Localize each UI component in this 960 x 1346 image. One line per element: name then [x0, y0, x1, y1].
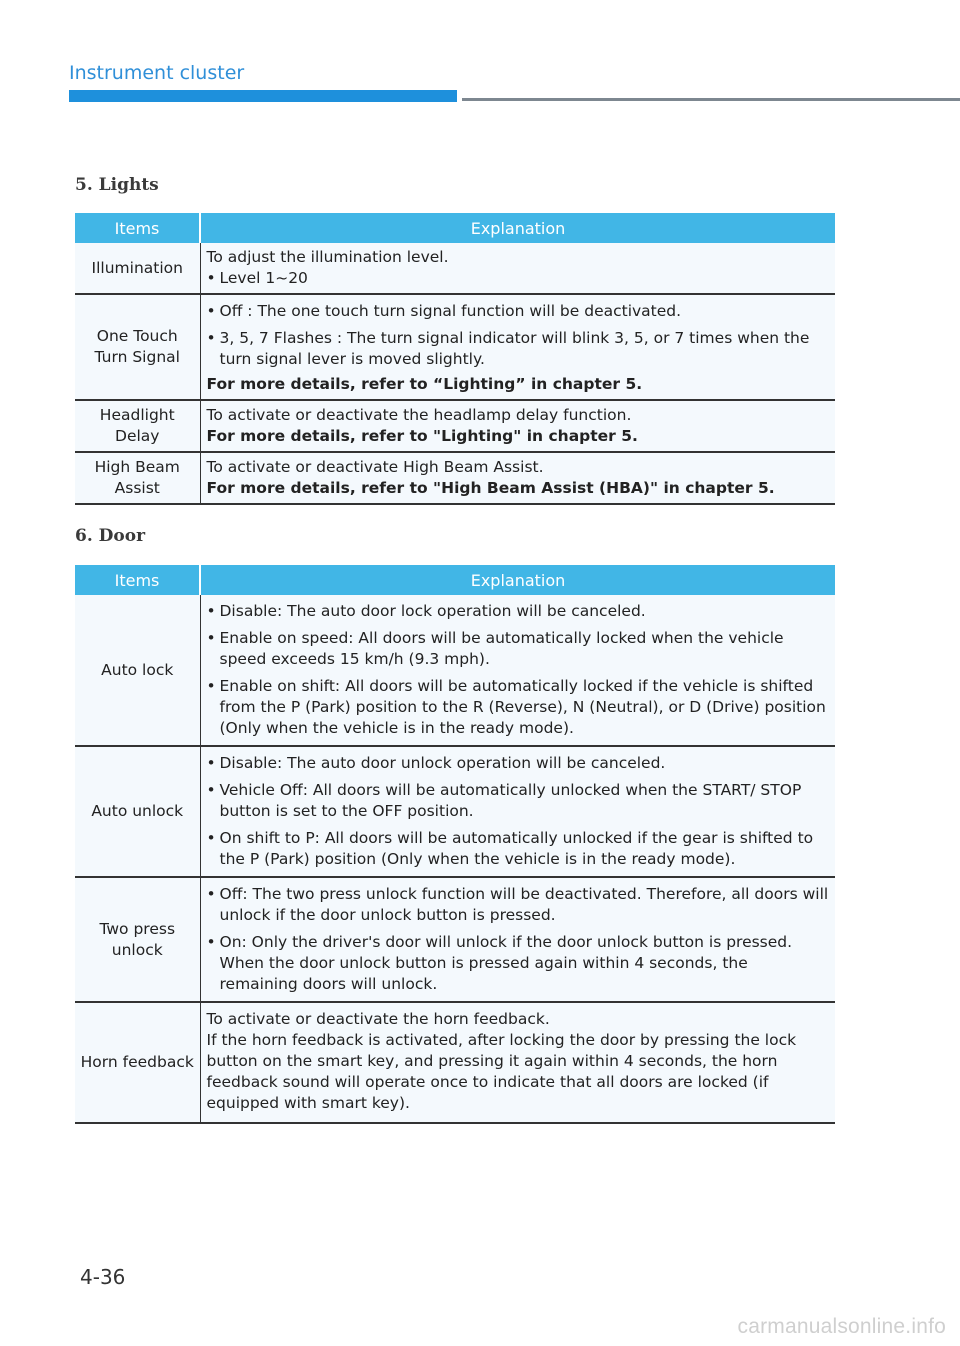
table-row	[75, 452, 835, 504]
explanation-cell	[200, 1002, 835, 1123]
item-cell: Auto lock	[75, 595, 200, 746]
explanation-text: To adjust the illumination level.	[206, 248, 449, 266]
watermark: carmanualsonline.info	[737, 1315, 946, 1338]
list-item: • Vehicle Off: All doors will be automatically unlocked when the START/ STOP button is set to the OFF position.	[207, 780, 830, 822]
header-bar-rule	[462, 98, 960, 101]
explanation-text: If the horn feedback is activated, after locking the door by pressing the lock button on the smart key, and pressing it again within 4 seconds, the horn feedback sound will operate once to indicate that all doors are locked (if equipped with smart key).	[206, 1031, 797, 1112]
section-title-door: 6. Door	[75, 526, 146, 546]
explanation-cell	[200, 746, 835, 877]
explanation-text: To activate or deactivate the horn feedback.	[206, 1010, 550, 1028]
table-row	[75, 400, 835, 452]
list-item: • Off : The one touch turn signal function will be deactivated.	[207, 301, 830, 322]
column-header-items: Items	[75, 565, 200, 595]
reference-text: For more details, refer to "Lighting" in chapter 5.	[206, 427, 638, 445]
list-item: • Level 1~20	[207, 268, 830, 289]
table-row	[75, 294, 835, 400]
explanation-cell	[200, 400, 835, 452]
list-item: • Enable on shift: All doors will be automatically locked if the vehicle is shifted from the P (Park) position to the R (Reverse), N (Neutral), or D (Drive) position (Only when the vehicle is in the ready mode).	[207, 676, 830, 739]
column-header-explanation: Explanation	[200, 565, 835, 595]
column-header-explanation: Explanation	[200, 213, 835, 243]
explanation-text: To activate or deactivate High Beam Assist.	[206, 458, 544, 476]
header-bar-accent	[69, 90, 457, 102]
explanation-text: To activate or deactivate the headlamp delay function.	[206, 406, 632, 424]
table-row	[75, 243, 835, 294]
explanation-cell	[200, 294, 835, 400]
explanation-cell	[200, 452, 835, 504]
item-cell: Horn feedback	[75, 1002, 200, 1123]
table-row	[75, 877, 835, 1002]
list-item: • Off: The two press unlock function will be deactivated. Therefore, all doors will unlock if the door unlock button is pressed.	[207, 884, 830, 926]
explanation-cell	[200, 877, 835, 1002]
bullet-list	[207, 601, 830, 739]
list-item: • Disable: The auto door lock operation will be canceled.	[207, 601, 830, 622]
chapter-title: Instrument cluster	[69, 62, 245, 84]
bullet-list	[207, 753, 830, 870]
table-header-row	[75, 565, 835, 595]
reference-text: For more details, refer to “Lighting” in chapter 5.	[206, 375, 643, 393]
bullet-list	[207, 301, 830, 370]
explanation-cell	[200, 595, 835, 746]
explanation-cell	[200, 243, 835, 294]
item-cell: One Touch Turn Signal	[75, 294, 200, 400]
bullet-list	[207, 884, 830, 995]
item-cell: Two press unlock	[75, 877, 200, 1002]
list-item: • On: Only the driver's door will unlock if the door unlock button is pressed. When the door unlock button is pressed again within 4 seconds, the remaining doors will unlock.	[207, 932, 830, 995]
list-item: • 3, 5, 7 Flashes : The turn signal indicator will blink 3, 5, or 7 times when the turn signal lever is moved slightly.	[207, 328, 830, 370]
lights-table	[75, 213, 835, 505]
item-cell: Headlight Delay	[75, 400, 200, 452]
list-item: • Disable: The auto door unlock operation will be canceled.	[207, 753, 830, 774]
section-title-lights: 5. Lights	[75, 175, 159, 195]
item-cell: Auto unlock	[75, 746, 200, 877]
table-row	[75, 595, 835, 746]
table-row	[75, 1002, 835, 1123]
item-cell: High Beam Assist	[75, 452, 200, 504]
page-number: 4-36	[80, 1265, 126, 1289]
table-header-row	[75, 213, 835, 243]
table-row	[75, 746, 835, 877]
list-item: • On shift to P: All doors will be automatically unlocked if the gear is shifted to the P (Park) position (Only when the vehicle is in the ready mode).	[207, 828, 830, 870]
reference-text: For more details, refer to "High Beam Assist (HBA)" in chapter 5.	[206, 479, 775, 497]
door-table	[75, 565, 835, 1124]
bullet-list	[207, 268, 830, 289]
list-item: • Enable on speed: All doors will be automatically locked when the vehicle speed exceeds 15 km/h (9.3 mph).	[207, 628, 830, 670]
item-cell: Illumination	[75, 243, 200, 294]
column-header-items: Items	[75, 213, 200, 243]
